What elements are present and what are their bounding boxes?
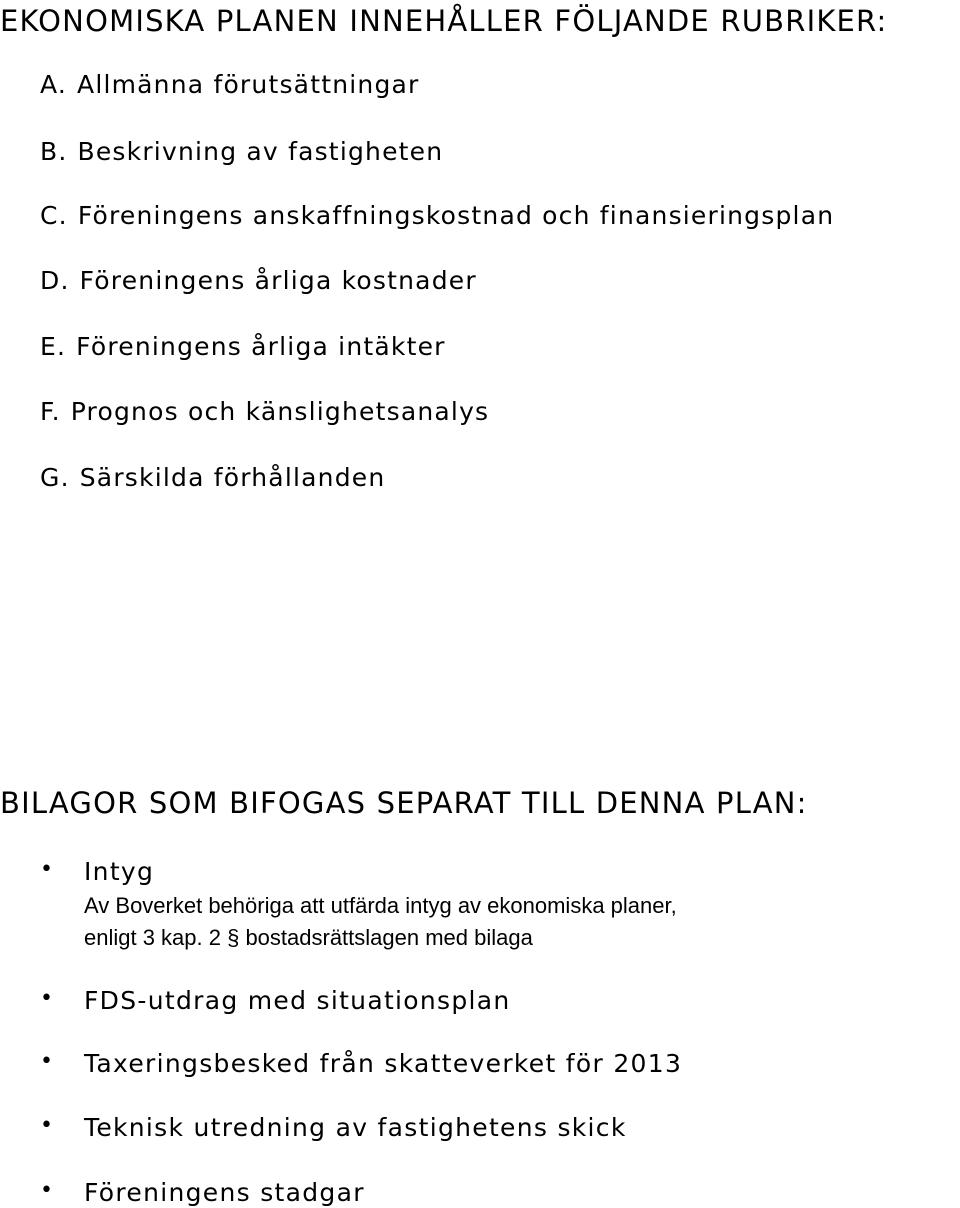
toc-item-text: Prognos och känslighetsanalys — [70, 397, 490, 426]
toc-item-text: Föreningens årliga kostnader — [79, 266, 477, 295]
toc-item-a — [40, 72, 420, 97]
toc-item-f — [40, 399, 489, 424]
bullet-icon: • — [40, 1178, 53, 1203]
toc-item-letter: B. — [40, 137, 68, 166]
attachment-title: Intyg — [84, 857, 155, 886]
attachment-title: FDS-utdrag med situationsplan — [84, 986, 511, 1015]
toc-item-letter: C. — [40, 201, 68, 230]
bullet-icon: • — [40, 986, 53, 1011]
toc-item-d — [40, 268, 477, 293]
bullet-icon: • — [40, 857, 53, 882]
toc-item-c — [40, 203, 834, 228]
toc-item-e — [40, 334, 446, 359]
toc-item-letter: E. — [40, 332, 67, 361]
bullet-icon: • — [40, 1113, 53, 1138]
attachment-title: Teknisk utredning av fastighetens skick — [84, 1113, 627, 1142]
toc-item-letter: F. — [40, 397, 61, 426]
attachment-title: Taxeringsbesked från skatteverket för 2013 — [84, 1049, 683, 1078]
bullet-icon: • — [40, 1049, 53, 1074]
toc-item-letter: G. — [40, 463, 70, 492]
attachment-title: Föreningens stadgar — [84, 1178, 365, 1207]
plan-contents-heading: EKONOMISKA PLANEN INNEHÅLLER FÖLJANDE RUBRIKER: — [0, 4, 888, 38]
attachments-heading: BILAGOR SOM BIFOGAS SEPARAT TILL DENNA PLAN: — [0, 786, 808, 820]
toc-item-text: Särskilda förhållanden — [79, 463, 386, 492]
toc-item-text: Föreningens anskaffningskostnad och finansieringsplan — [77, 201, 835, 230]
toc-item-letter: A. — [40, 70, 68, 99]
toc-item-text: Beskrivning av fastigheten — [77, 137, 444, 166]
attachment-description-line: enligt 3 kap. 2 § bostadsrättslagen med bilaga — [84, 925, 533, 950]
attachment-description-line: Av Boverket behöriga att utfärda intyg av ekonomiska planer, — [84, 893, 677, 918]
toc-item-text: Föreningens årliga intäkter — [76, 332, 446, 361]
toc-item-g — [40, 465, 385, 490]
toc-item-letter: D. — [40, 266, 70, 295]
toc-item-b — [40, 139, 443, 164]
toc-item-text: Allmänna förutsättningar — [77, 70, 420, 99]
